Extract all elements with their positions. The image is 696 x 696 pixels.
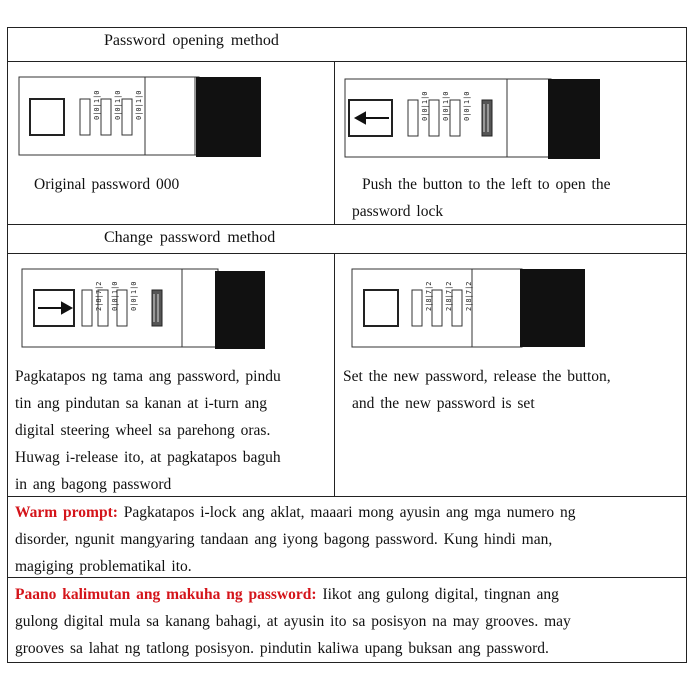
change-instructions-line4: Huwag i-release ito, at pagkatapos baguh (15, 449, 281, 466)
forgot-password-line2: gulong digital mula sa kanang bahagi, at ayusin ito sa posisyon na may grooves. may (15, 613, 571, 630)
forgot-password-line1 (15, 581, 559, 608)
svg-text:0|0|1|0: 0|0|1|0 (463, 91, 471, 121)
svg-text:2|8|7|2: 2|8|7|2 (445, 281, 453, 311)
svg-text:0|0|1|0: 0|0|1|0 (135, 90, 143, 120)
opening-method-title: Password opening method (104, 32, 279, 49)
set-password-line2: and the new password is set (352, 395, 535, 412)
svg-text:0|0|1|0: 0|0|1|0 (130, 281, 138, 311)
set-password-line1: Set the new password, release the button, (343, 368, 611, 385)
svg-text:2|8|7|2: 2|8|7|2 (425, 281, 433, 311)
change-method-title: Change password method (104, 229, 276, 246)
svg-text:0|0|1|0: 0|0|1|0 (421, 91, 429, 121)
svg-text:0|0|1|0: 0|0|1|0 (442, 91, 450, 121)
change-instructions-line1: Pagkatapos ng tama ang password, pindu (15, 368, 281, 385)
forgot-password-line3: grooves sa lahat ng tatlong posisyon. pindutin kaliwa upang buksan ang password. (15, 640, 549, 657)
warm-prompt-line2: disorder, ngunit mangyaring tandaan ang iyong bagong password. Kung hindi man, (15, 531, 553, 548)
warm-prompt-text: Pagkatapos i-lock ang aklat, maaari mong ayusin ang mga numero ng (117, 504, 576, 521)
push-left-caption-line2: password lock (352, 203, 444, 220)
original-password-caption: Original password 000 (34, 176, 180, 193)
forgot-password-text: Iikot ang gulong digital, tingnan ang (316, 586, 559, 603)
change-instructions-line5: in ang bagong password (15, 476, 172, 493)
change-instructions-line3: digital steering wheel sa parehong oras. (15, 422, 271, 439)
row-divider (7, 224, 687, 225)
warm-prompt-line1 (15, 499, 576, 526)
push-left-caption-line1: Push the button to the left to open the (362, 176, 611, 193)
warm-prompt-line3: magiging problematikal ito. (15, 558, 192, 575)
change-instructions-line2: tin ang pindutan sa kanan at i-turn ang (15, 395, 268, 412)
forgot-password-label: Paano kalimutan ang makuha ng password: (15, 586, 317, 603)
svg-text:2|8|7|2: 2|8|7|2 (95, 281, 103, 311)
dial-wheel (80, 99, 132, 135)
svg-text:2|8|7|2: 2|8|7|2 (465, 281, 473, 311)
warm-prompt-label: Warm prompt: (15, 504, 118, 521)
svg-text:0|0|1|0: 0|0|1|0 (93, 90, 101, 120)
svg-text:0|0|1|0: 0|0|1|0 (111, 281, 119, 311)
column-divider (334, 61, 335, 224)
row-divider (7, 61, 687, 62)
column-divider (334, 253, 335, 496)
svg-text:0|0|1|0: 0|0|1|0 (114, 90, 122, 120)
row-divider (7, 253, 687, 254)
